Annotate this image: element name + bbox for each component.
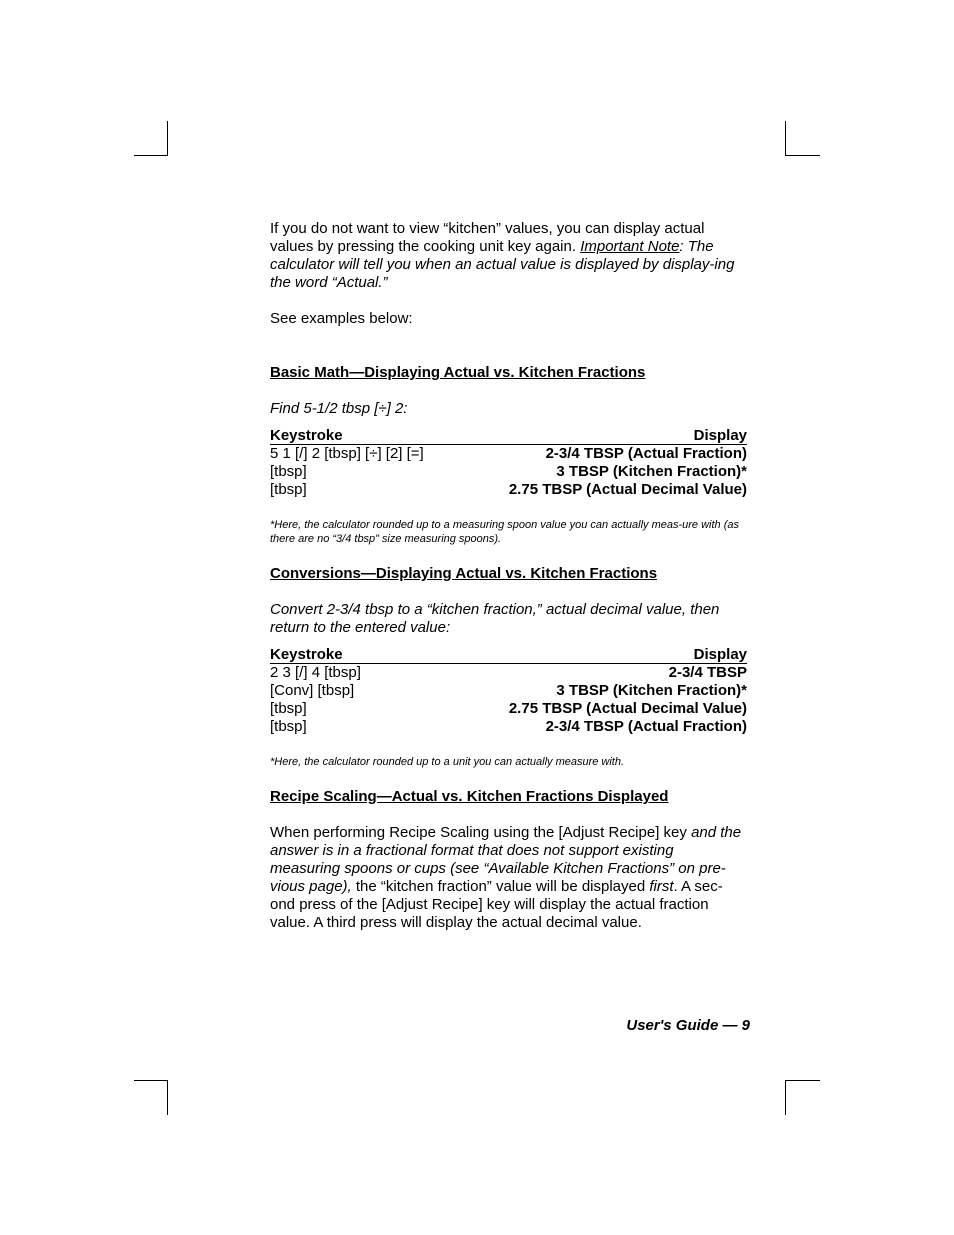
section1-task: Find 5-1/2 tbsp [÷] 2: <box>270 400 408 417</box>
section3-heading: Recipe Scaling—Actual vs. Kitchen Fractions Displayed <box>270 788 669 805</box>
table-row: 2 3 [/] 4 [tbsp] 2-3/4 TBSP <box>270 664 747 681</box>
table-header <box>270 646 747 664</box>
crop-mark-bottom-right-h <box>785 1080 820 1081</box>
table-header <box>270 427 747 445</box>
crop-mark-bottom-left-v <box>167 1080 168 1115</box>
intro-paragraph: If you do not want to view “kitchen” values, you can display actual values by pressing the cooking unit key again. Important Note: The calculator will tell you when an actual value is displayed by display-ing the word “Actual.” <box>270 220 735 291</box>
section2-footnote: *Here, the calculator rounded up to a unit you can actually measure with. <box>270 756 625 768</box>
section2-table <box>270 646 747 736</box>
page-footer: User's Guide — 9 <box>626 1017 750 1034</box>
table-row: [tbsp] 2.75 TBSP (Actual Decimal Value) <box>270 481 747 498</box>
crop-mark-bottom-left-h <box>134 1080 168 1081</box>
crop-mark-top-left-v <box>167 121 168 156</box>
section2-heading: Conversions—Displaying Actual vs. Kitchen Fractions <box>270 565 658 582</box>
crop-mark-bottom-right-v <box>785 1080 786 1115</box>
crop-mark-top-left-h <box>134 155 168 156</box>
table-row: [tbsp] 2.75 TBSP (Actual Decimal Value) <box>270 700 747 717</box>
see-examples-text: See examples below: <box>270 310 413 327</box>
keystroke-column-header: Keystroke <box>270 427 343 444</box>
table-row: [Conv] [tbsp] 3 TBSP (Kitchen Fraction)* <box>270 682 747 699</box>
crop-mark-top-right-h <box>785 155 820 156</box>
section1-footnote: *Here, the calculator rounded up to a measuring spoon value you can actually meas-ure with (as there are no “3/4 tbsp” size measuring spoons). <box>270 519 739 545</box>
section3-paragraph: When performing Recipe Scaling using the [Adjust Recipe] key and the answer is in a fractional format that does not support existing measuring spoons or cups (see “Available Kitchen Fractions” on pre-vious page), the “kitchen fraction” value will be displayed first. A sec-ond press of the [Adjust Recipe] key will display the actual fraction value. A third press will display the actual decimal value. <box>270 824 742 931</box>
section1-table <box>270 427 747 499</box>
display-column-header: Display <box>693 646 747 663</box>
keystroke-column-header: Keystroke <box>270 646 343 663</box>
table-row: [tbsp] 2-3/4 TBSP (Actual Fraction) <box>270 718 747 735</box>
section1-heading: Basic Math—Displaying Actual vs. Kitchen Fractions <box>270 364 646 381</box>
display-column-header: Display <box>693 427 747 444</box>
table-row: 5 1 [/] 2 [tbsp] [÷] [2] [=] 2-3/4 TBSP (Actual Fraction) <box>270 445 747 462</box>
section2-task: Convert 2-3/4 tbsp to a “kitchen fraction,” actual decimal value, then return to the entered value: <box>270 601 720 636</box>
table-row: [tbsp] 3 TBSP (Kitchen Fraction)* <box>270 463 747 480</box>
page-content <box>270 220 747 932</box>
crop-mark-top-right-v <box>785 121 786 156</box>
important-note-label: Important Note <box>580 238 680 255</box>
